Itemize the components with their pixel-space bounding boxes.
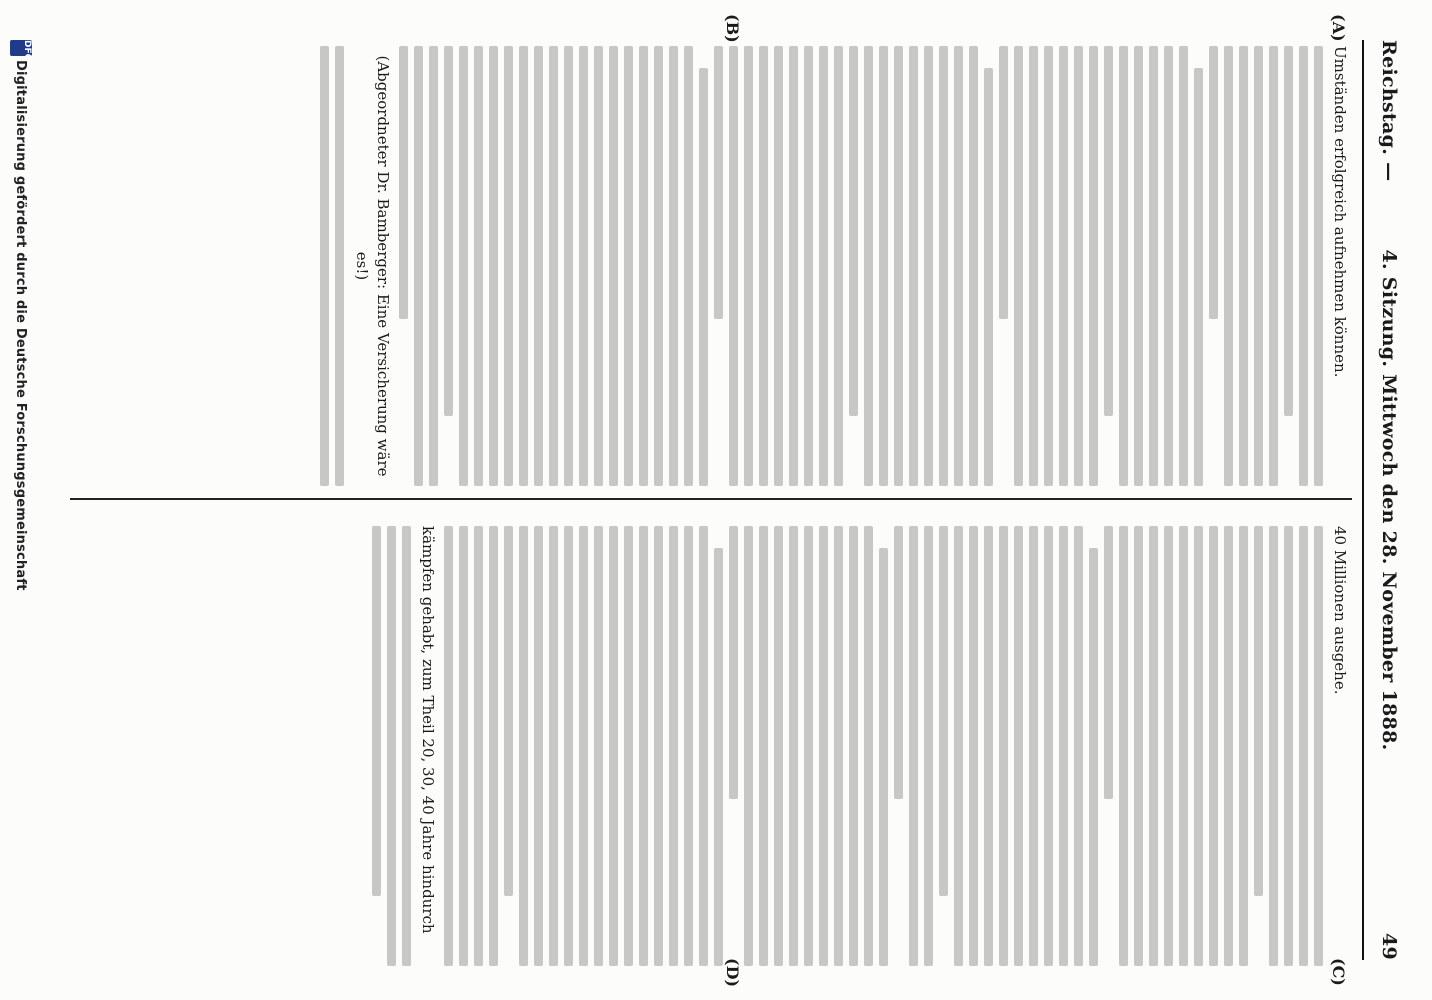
right-column-closing: kämpfen gehabt, zum Theil 20, 30, 40 Jahre hindurch <box>418 526 437 934</box>
header-rule <box>1362 40 1364 960</box>
margin-letter-c: (C) <box>1329 958 1348 986</box>
body-text-lines-end <box>372 526 411 966</box>
left-column-opening: Umständen erfolgreich aufnehmen können. <box>1331 46 1349 378</box>
margin-letter-d: (D) <box>723 958 742 988</box>
body-text-lines-end <box>320 46 344 486</box>
right-column-opening: 40 Millionen ausgehe. <box>1331 526 1349 695</box>
margin-letter-a: (A) <box>1329 14 1348 42</box>
text-column-left <box>72 46 1352 486</box>
interjection: (Abgeordneter Dr. Bamberger: Eine Versicherung wäre es!) <box>352 55 392 477</box>
header-title: 4. Sitzung. Mittwoch den 28. November 1888. <box>1378 249 1400 751</box>
page-number: 49 <box>1378 932 1400 960</box>
body-text-lines <box>399 46 1323 486</box>
dfg-logo: DFG <box>10 40 32 56</box>
header-left: Reichstag. — <box>1378 40 1400 182</box>
page-header <box>1366 40 1406 960</box>
digitization-credit: Digitalisierung gefördert durch die Deutsche Forschungsgemeinschaft <box>13 60 28 591</box>
column-divider <box>70 498 1352 500</box>
margin-letter-b: (B) <box>723 14 742 43</box>
text-column-right <box>72 526 1352 966</box>
body-text-lines <box>444 526 1323 966</box>
